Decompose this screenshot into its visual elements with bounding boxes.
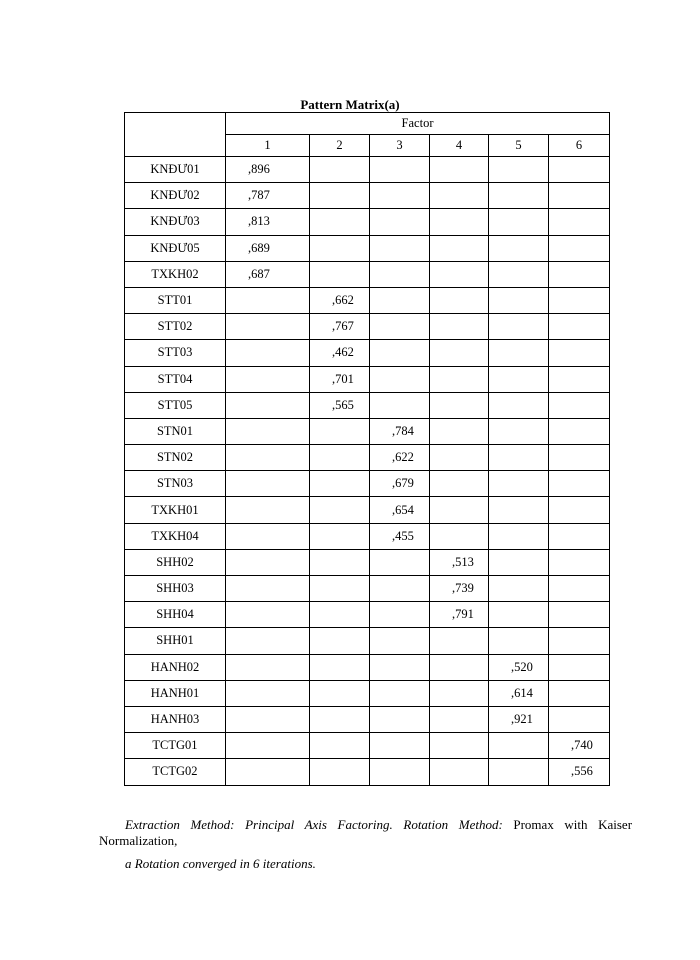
empty-cell xyxy=(370,680,430,706)
empty-cell xyxy=(370,576,430,602)
row-label: HANH01 xyxy=(125,680,226,706)
table-row xyxy=(125,549,610,575)
empty-cell xyxy=(370,733,430,759)
empty-cell xyxy=(430,183,489,209)
empty-cell xyxy=(430,654,489,680)
empty-cell xyxy=(226,706,310,732)
empty-cell xyxy=(226,602,310,628)
table-row xyxy=(125,261,610,287)
loading-value: ,896 xyxy=(226,157,310,183)
row-label: KNĐƯ05 xyxy=(125,235,226,261)
row-label: HANH03 xyxy=(125,706,226,732)
empty-cell xyxy=(430,733,489,759)
empty-cell xyxy=(370,366,430,392)
table-row xyxy=(125,628,610,654)
empty-cell xyxy=(489,157,549,183)
table-row xyxy=(125,235,610,261)
row-label: STT03 xyxy=(125,340,226,366)
empty-cell xyxy=(489,549,549,575)
row-label: STT05 xyxy=(125,392,226,418)
empty-cell xyxy=(549,314,610,340)
empty-cell xyxy=(226,314,310,340)
empty-cell xyxy=(430,523,489,549)
empty-cell xyxy=(310,471,370,497)
table-row xyxy=(125,523,610,549)
rotation-value: Promax with Kaiser Normalization, xyxy=(99,817,633,848)
row-label: KNĐƯ02 xyxy=(125,183,226,209)
empty-cell xyxy=(489,733,549,759)
row-label: TXKH02 xyxy=(125,261,226,287)
empty-cell xyxy=(226,654,310,680)
empty-cell xyxy=(310,235,370,261)
empty-cell xyxy=(549,549,610,575)
loading-value: ,455 xyxy=(370,523,430,549)
loading-value: ,921 xyxy=(489,706,549,732)
row-label: SHH03 xyxy=(125,576,226,602)
empty-cell xyxy=(226,471,310,497)
table-row xyxy=(125,471,610,497)
empty-cell xyxy=(549,261,610,287)
empty-cell xyxy=(430,392,489,418)
empty-cell xyxy=(430,445,489,471)
empty-cell xyxy=(370,287,430,313)
row-label: TXKH01 xyxy=(125,497,226,523)
row-label: HANH02 xyxy=(125,654,226,680)
pattern-matrix-table xyxy=(124,112,610,786)
empty-cell xyxy=(370,392,430,418)
table-row xyxy=(125,759,610,785)
empty-cell xyxy=(549,235,610,261)
empty-cell xyxy=(489,471,549,497)
column-header-3: 3 xyxy=(370,135,430,157)
empty-cell xyxy=(430,261,489,287)
empty-cell xyxy=(489,445,549,471)
empty-cell xyxy=(226,733,310,759)
empty-cell xyxy=(549,497,610,523)
empty-cell xyxy=(489,287,549,313)
empty-cell xyxy=(489,576,549,602)
table-row xyxy=(125,314,610,340)
table-row xyxy=(125,733,610,759)
empty-cell xyxy=(549,157,610,183)
loading-value: ,791 xyxy=(430,602,489,628)
empty-cell xyxy=(310,523,370,549)
extraction-value: Principal Axis Factoring. xyxy=(245,817,393,832)
empty-cell xyxy=(430,366,489,392)
empty-cell xyxy=(430,759,489,785)
empty-cell xyxy=(549,602,610,628)
empty-cell xyxy=(370,261,430,287)
empty-cell xyxy=(549,287,610,313)
empty-cell xyxy=(430,497,489,523)
empty-cell xyxy=(226,418,310,444)
empty-cell xyxy=(489,602,549,628)
loading-value: ,614 xyxy=(489,680,549,706)
empty-cell xyxy=(310,654,370,680)
empty-cell xyxy=(430,628,489,654)
loading-value: ,767 xyxy=(310,314,370,340)
row-label: STN01 xyxy=(125,418,226,444)
row-label: KNĐƯ03 xyxy=(125,209,226,235)
empty-cell xyxy=(430,340,489,366)
empty-cell xyxy=(489,366,549,392)
empty-cell xyxy=(370,549,430,575)
column-header-6: 6 xyxy=(549,135,610,157)
empty-cell xyxy=(310,576,370,602)
empty-cell xyxy=(370,759,430,785)
table-row xyxy=(125,680,610,706)
table-row xyxy=(125,287,610,313)
empty-cell xyxy=(430,706,489,732)
table-title: Pattern Matrix(a) xyxy=(300,97,400,112)
loading-value: ,565 xyxy=(310,392,370,418)
empty-cell xyxy=(430,287,489,313)
empty-cell xyxy=(549,471,610,497)
empty-cell xyxy=(489,314,549,340)
empty-cell xyxy=(370,235,430,261)
factor-header: Factor xyxy=(226,113,610,135)
column-header-4: 4 xyxy=(430,135,489,157)
empty-cell xyxy=(549,576,610,602)
column-header-2: 2 xyxy=(310,135,370,157)
empty-cell xyxy=(489,340,549,366)
loading-value: ,784 xyxy=(370,418,430,444)
table-row xyxy=(125,340,610,366)
row-label: STT01 xyxy=(125,287,226,313)
column-header-5: 5 xyxy=(489,135,549,157)
empty-cell xyxy=(549,706,610,732)
empty-cell xyxy=(310,157,370,183)
empty-cell xyxy=(310,628,370,654)
empty-cell xyxy=(489,183,549,209)
empty-cell xyxy=(226,497,310,523)
empty-cell xyxy=(370,654,430,680)
empty-cell xyxy=(310,445,370,471)
empty-cell xyxy=(310,497,370,523)
loading-value: ,622 xyxy=(370,445,430,471)
empty-cell xyxy=(430,235,489,261)
column-header-1: 1 xyxy=(226,135,310,157)
empty-cell xyxy=(370,340,430,366)
empty-cell xyxy=(226,549,310,575)
empty-cell xyxy=(430,209,489,235)
table-row xyxy=(125,445,610,471)
empty-cell xyxy=(310,706,370,732)
footnote: a Rotation converged in 6 iterations. xyxy=(125,856,316,871)
empty-cell xyxy=(489,759,549,785)
empty-cell xyxy=(310,680,370,706)
table-row xyxy=(125,602,610,628)
empty-cell xyxy=(549,680,610,706)
row-label: STN03 xyxy=(125,471,226,497)
empty-cell xyxy=(430,314,489,340)
empty-cell xyxy=(310,209,370,235)
empty-cell xyxy=(549,340,610,366)
empty-cell xyxy=(370,628,430,654)
empty-cell xyxy=(489,209,549,235)
empty-cell xyxy=(310,733,370,759)
empty-cell xyxy=(226,576,310,602)
empty-cell xyxy=(430,418,489,444)
row-label: TCTG01 xyxy=(125,733,226,759)
loading-value: ,556 xyxy=(549,759,610,785)
loading-value: ,813 xyxy=(226,209,310,235)
empty-cell xyxy=(489,497,549,523)
empty-cell xyxy=(489,418,549,444)
empty-cell xyxy=(370,209,430,235)
loading-value: ,687 xyxy=(226,261,310,287)
loading-value: ,662 xyxy=(310,287,370,313)
empty-cell xyxy=(370,314,430,340)
empty-cell xyxy=(310,418,370,444)
empty-cell xyxy=(489,392,549,418)
loading-value: ,689 xyxy=(226,235,310,261)
row-label: SHH01 xyxy=(125,628,226,654)
empty-cell xyxy=(226,759,310,785)
loading-value: ,679 xyxy=(370,471,430,497)
empty-cell xyxy=(489,261,549,287)
row-label: SHH04 xyxy=(125,602,226,628)
empty-cell xyxy=(226,366,310,392)
row-label: TCTG02 xyxy=(125,759,226,785)
empty-cell xyxy=(370,706,430,732)
loading-value: ,654 xyxy=(370,497,430,523)
header-row-factor xyxy=(125,113,610,135)
table-row xyxy=(125,418,610,444)
table-row xyxy=(125,576,610,602)
empty-cell xyxy=(489,235,549,261)
empty-cell xyxy=(549,392,610,418)
loading-value: ,520 xyxy=(489,654,549,680)
empty-cell xyxy=(226,628,310,654)
rotation-label: Rotation Method: xyxy=(403,817,503,832)
loading-value: ,740 xyxy=(549,733,610,759)
table-notes xyxy=(99,817,632,872)
empty-cell xyxy=(549,183,610,209)
empty-cell xyxy=(430,471,489,497)
empty-cell xyxy=(549,418,610,444)
empty-cell xyxy=(430,680,489,706)
extraction-label: Extraction Method: xyxy=(125,817,235,832)
loading-value: ,739 xyxy=(430,576,489,602)
empty-cell xyxy=(310,759,370,785)
table-row xyxy=(125,183,610,209)
row-label: TXKH04 xyxy=(125,523,226,549)
row-label: STT02 xyxy=(125,314,226,340)
empty-cell xyxy=(370,602,430,628)
table-row xyxy=(125,654,610,680)
empty-cell xyxy=(549,523,610,549)
table-row xyxy=(125,497,610,523)
empty-cell xyxy=(226,523,310,549)
empty-cell xyxy=(430,157,489,183)
loading-value: ,701 xyxy=(310,366,370,392)
empty-cell xyxy=(310,183,370,209)
empty-cell xyxy=(370,157,430,183)
empty-cell xyxy=(370,183,430,209)
loading-value: ,513 xyxy=(430,549,489,575)
table-row xyxy=(125,366,610,392)
empty-cell xyxy=(549,445,610,471)
row-label: STT04 xyxy=(125,366,226,392)
empty-cell xyxy=(226,680,310,706)
loading-value: ,787 xyxy=(226,183,310,209)
empty-cell xyxy=(226,392,310,418)
row-label: STN02 xyxy=(125,445,226,471)
loading-value: ,462 xyxy=(310,340,370,366)
table-row xyxy=(125,157,610,183)
empty-cell xyxy=(310,549,370,575)
empty-cell xyxy=(549,209,610,235)
empty-cell xyxy=(549,654,610,680)
empty-cell xyxy=(226,445,310,471)
row-label: SHH02 xyxy=(125,549,226,575)
empty-cell xyxy=(489,628,549,654)
table-row xyxy=(125,209,610,235)
empty-cell xyxy=(489,523,549,549)
empty-cell xyxy=(549,366,610,392)
row-label: KNĐƯ01 xyxy=(125,157,226,183)
empty-cell xyxy=(549,628,610,654)
empty-cell xyxy=(226,287,310,313)
empty-cell xyxy=(226,340,310,366)
empty-cell xyxy=(310,261,370,287)
table-row xyxy=(125,392,610,418)
corner-cell xyxy=(125,113,226,157)
table-row xyxy=(125,706,610,732)
empty-cell xyxy=(310,602,370,628)
method-note xyxy=(99,817,632,849)
